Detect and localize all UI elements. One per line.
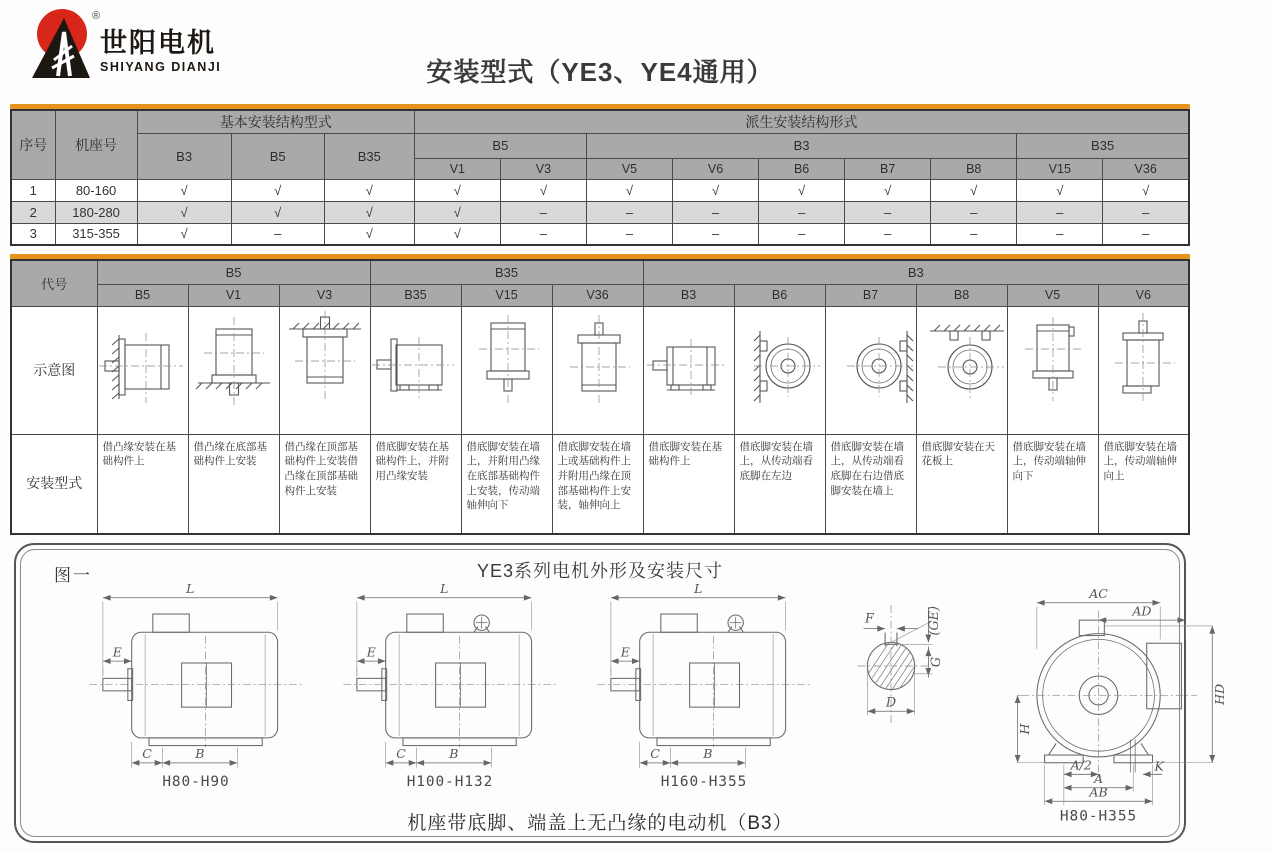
t1-derived-mark: – [500, 223, 586, 245]
t1-derived-mark: – [845, 223, 931, 245]
t1-h-derived-V36: V36 [1103, 158, 1189, 179]
svg-text:(GE): (GE) [927, 606, 943, 636]
t2-desc-V36: 借底脚安装在墙上或基础构件上并附用凸缘在顶部基础构件上安装，轴伸向上 [552, 434, 643, 534]
svg-text:A/2: A/2 [1070, 757, 1092, 773]
t2-diagram-V5 [1007, 306, 1098, 434]
mounting-diagram-b5-icon [99, 309, 187, 427]
drawing-h160-h355 [584, 581, 824, 798]
t1-basic-mark: √ [324, 201, 414, 223]
t2-desc-B3: 借底脚安装在基础构件上 [643, 434, 734, 534]
t1-h-xuhao: 序号 [11, 110, 55, 179]
t1-derived-mark: – [586, 201, 672, 223]
t1-derived-mark: √ [1017, 179, 1103, 201]
t2-group-B5: B5 [97, 260, 370, 284]
t2-code-B3: B3 [643, 284, 734, 306]
t1-derived-mark: – [931, 223, 1017, 245]
registered-mark: ® [92, 10, 101, 22]
t2-diagram-B8 [916, 306, 1007, 434]
figure-drawings [42, 580, 1227, 830]
motor-side-view [584, 581, 824, 793]
t1-h-dgroup-B5: B5 [414, 133, 586, 158]
t1-derived-mark: √ [414, 179, 500, 201]
t1-derived-mark: – [673, 223, 759, 245]
t2-h-mount: 安装型式 [11, 434, 97, 534]
t2-diagram-B5 [97, 306, 188, 434]
t1-h-derived-V3: V3 [500, 158, 586, 179]
svg-text:E: E [366, 644, 376, 660]
t2-code-B35: B35 [370, 284, 461, 306]
mounting-diagram-b8-icon [918, 309, 1006, 427]
t1-derived-mark: √ [1103, 179, 1189, 201]
t1-h-derived-V1: V1 [414, 158, 500, 179]
drawing-h80-h90 [76, 581, 316, 798]
t2-code-V1: V1 [188, 284, 279, 306]
t1-h-dgroup-B35: B35 [1017, 133, 1189, 158]
svg-text:B: B [449, 746, 459, 762]
t2-diagram-B7 [825, 306, 916, 434]
t2-desc-B7: 借底脚安装在墙上，从传动端看底脚在右边借底脚安装在墙上 [825, 434, 916, 534]
figure-caption: 机座带底脚、端盖上无凸缘的电动机（B3） [407, 813, 793, 834]
t1-basic-mark: √ [137, 223, 231, 245]
t2-code-V36: V36 [552, 284, 643, 306]
t2-code-B6: B6 [734, 284, 825, 306]
t2-diagram-B35 [370, 306, 461, 434]
t2-diagram-B6 [734, 306, 825, 434]
t1-h-dgroup-B3: B3 [586, 133, 1016, 158]
t2-code-B5: B5 [97, 284, 188, 306]
mounting-diagram-b3-icon [645, 309, 733, 427]
t2-code-B7: B7 [825, 284, 916, 306]
motor-side-view [76, 581, 316, 793]
mounting-diagram-v3-icon [281, 309, 369, 427]
svg-text:C: C [650, 746, 660, 762]
t1-frame: 315-355 [55, 223, 137, 245]
availability-table [10, 109, 1190, 246]
t1-no: 1 [11, 179, 55, 201]
mounting-diagram-v36-icon [554, 309, 642, 427]
t1-derived-mark: √ [586, 179, 672, 201]
t1-derived-mark: – [759, 201, 845, 223]
t1-derived-mark: – [931, 201, 1017, 223]
t1-basic-mark: √ [137, 201, 231, 223]
t1-derived-mark: √ [673, 179, 759, 201]
shaft-section-detail [834, 587, 952, 743]
t1-derived-mark: √ [414, 201, 500, 223]
svg-text:HD: HD [1211, 683, 1227, 705]
t1-derived-mark: – [1017, 223, 1103, 245]
svg-text:AB: AB [1089, 784, 1108, 800]
figure-tag: 图一 [54, 566, 92, 585]
t1-h-derived-B6: B6 [759, 158, 845, 179]
t2-desc-V15: 借底脚安装在墙上，并附用凸缘在底部基础构件上安装，传动端轴伸向下 [461, 434, 552, 534]
t2-diagram-B3 [643, 306, 734, 434]
t1-derived-mark: – [1103, 201, 1189, 223]
t1-basic-mark: √ [137, 179, 231, 201]
t2-h-code: 代号 [11, 260, 97, 306]
t2-desc-V1: 借凸缘在底部基础构件上安装 [188, 434, 279, 534]
svg-text:H100-H132: H100-H132 [406, 773, 494, 790]
t1-basic-mark: – [231, 223, 324, 245]
t1-derived-mark: √ [500, 179, 586, 201]
t2-group-B35: B35 [370, 260, 643, 284]
mounting-diagram-v1-icon [190, 309, 278, 427]
t1-h-basic-group: 基本安装结构型式 [137, 110, 414, 133]
t1-h-derived-V5: V5 [586, 158, 672, 179]
t1-derived-mark: √ [931, 179, 1017, 201]
t1-basic-mark: √ [324, 179, 414, 201]
mounting-diagram-b35-icon [372, 309, 460, 427]
svg-text:AD: AD [1132, 603, 1152, 619]
t2-code-B8: B8 [916, 284, 1007, 306]
t1-row-315-355 [11, 223, 1189, 245]
t1-no: 2 [11, 201, 55, 223]
drawing-h100-h132 [330, 581, 570, 798]
mounting-diagram-b6-icon [736, 309, 824, 427]
t1-h-derived-V6: V6 [673, 158, 759, 179]
svg-text:C: C [396, 746, 406, 762]
t2-desc-B6: 借底脚安装在墙上，从传动端看底脚在左边 [734, 434, 825, 534]
t1-frame: 80-160 [55, 179, 137, 201]
t1-basic-mark: √ [231, 201, 324, 223]
drawing-shaft-detail [834, 587, 952, 748]
t1-derived-mark: √ [845, 179, 931, 201]
motor-end-view [954, 581, 1272, 825]
mounting-diagram-b7-icon [827, 309, 915, 427]
t1-row-80-160 [11, 179, 1189, 201]
t2-code-V5: V5 [1007, 284, 1098, 306]
t1-derived-mark: – [1103, 223, 1189, 245]
t2-desc-V5: 借底脚安装在墙上，传动端轴伸向下 [1007, 434, 1098, 534]
t2-diagram-V3 [279, 306, 370, 434]
svg-text:H: H [1017, 723, 1033, 735]
t1-derived-mark: – [759, 223, 845, 245]
svg-text:G: G [929, 656, 945, 668]
t1-derived-mark: – [673, 201, 759, 223]
mounting-table-wrap [10, 254, 1190, 535]
t1-h-derived-group: 派生安装结构形式 [414, 110, 1189, 133]
svg-text:A: A [1094, 770, 1104, 786]
t1-derived-mark: – [845, 201, 931, 223]
svg-text:AC: AC [1089, 585, 1108, 601]
t1-derived-mark: – [586, 223, 672, 245]
t1-h-basic-B35: B35 [324, 133, 414, 179]
t2-code-V3: V3 [279, 284, 370, 306]
svg-text:L: L [186, 580, 195, 596]
logo-en: SHIYANG DIANJI [100, 60, 222, 74]
figure-box [14, 543, 1227, 843]
t2-diagram-V1 [188, 306, 279, 434]
svg-text:H80-H90: H80-H90 [162, 773, 230, 790]
svg-text:F: F [864, 611, 874, 627]
mounting-diagram-v6-icon [1099, 309, 1187, 427]
t1-no: 3 [11, 223, 55, 245]
t1-derived-mark: – [500, 201, 586, 223]
svg-text:H80-H355: H80-H355 [1059, 808, 1138, 825]
t1-derived-mark: √ [759, 179, 845, 201]
t1-row-180-280 [11, 201, 1189, 223]
t2-diagram-V15 [461, 306, 552, 434]
t2-desc-B8: 借底脚安装在天花板上 [916, 434, 1007, 534]
t1-h-derived-B7: B7 [845, 158, 931, 179]
svg-text:L: L [694, 580, 703, 596]
svg-text:E: E [620, 644, 630, 660]
mounting-type-table [10, 259, 1190, 535]
t2-code-V15: V15 [461, 284, 552, 306]
t1-derived-mark: – [1017, 201, 1103, 223]
t1-h-jizuohao: 机座号 [55, 110, 137, 179]
availability-table-wrap [10, 104, 1190, 246]
svg-text:E: E [112, 644, 122, 660]
t2-desc-B5: 借凸缘安装在基础构件上 [97, 434, 188, 534]
drawing-h80-h355 [954, 581, 1272, 830]
t1-h-basic-B3: B3 [137, 133, 231, 179]
svg-text:L: L [440, 580, 449, 596]
svg-text:K: K [1154, 758, 1164, 774]
svg-text:D: D [885, 695, 897, 711]
svg-text:B: B [703, 746, 713, 762]
figure-title: YE3系列电机外形及安装尺寸 [476, 561, 724, 581]
svg-text:C: C [142, 746, 152, 762]
t2-group-B3: B3 [643, 260, 1189, 284]
t2-code-V6: V6 [1098, 284, 1189, 306]
page-header [0, 0, 1200, 104]
t1-frame: 180-280 [55, 201, 137, 223]
t2-diagram-row [11, 306, 1189, 434]
t2-desc-B35: 借底脚安装在基础构件上，并附用凸缘安装 [370, 434, 461, 534]
t1-basic-mark: √ [231, 179, 324, 201]
mounting-diagram-v5-icon [1009, 309, 1097, 427]
t2-h-diagram: 示意图 [11, 306, 97, 434]
logo-cn: 世阳电机 [100, 28, 216, 58]
page-title: 安装型式（YE3、YE4通用） [426, 57, 774, 87]
svg-text:B: B [195, 746, 205, 762]
t2-desc-row [11, 434, 1189, 534]
t2-diagram-V36 [552, 306, 643, 434]
t1-h-basic-B5: B5 [231, 133, 324, 179]
motor-side-view [330, 581, 570, 793]
t2-desc-V3: 借凸缘在顶部基础构件上安装借凸缘在顶部基础构件上安装 [279, 434, 370, 534]
t1-h-derived-B8: B8 [931, 158, 1017, 179]
t1-h-derived-V15: V15 [1017, 158, 1103, 179]
mounting-diagram-v15-icon [463, 309, 551, 427]
t2-desc-V6: 借底脚安装在墙上，传动端轴伸向上 [1098, 434, 1189, 534]
t1-derived-mark: √ [414, 223, 500, 245]
svg-text:H160-H355: H160-H355 [660, 773, 748, 790]
t2-diagram-V6 [1098, 306, 1189, 434]
t1-basic-mark: √ [324, 223, 414, 245]
